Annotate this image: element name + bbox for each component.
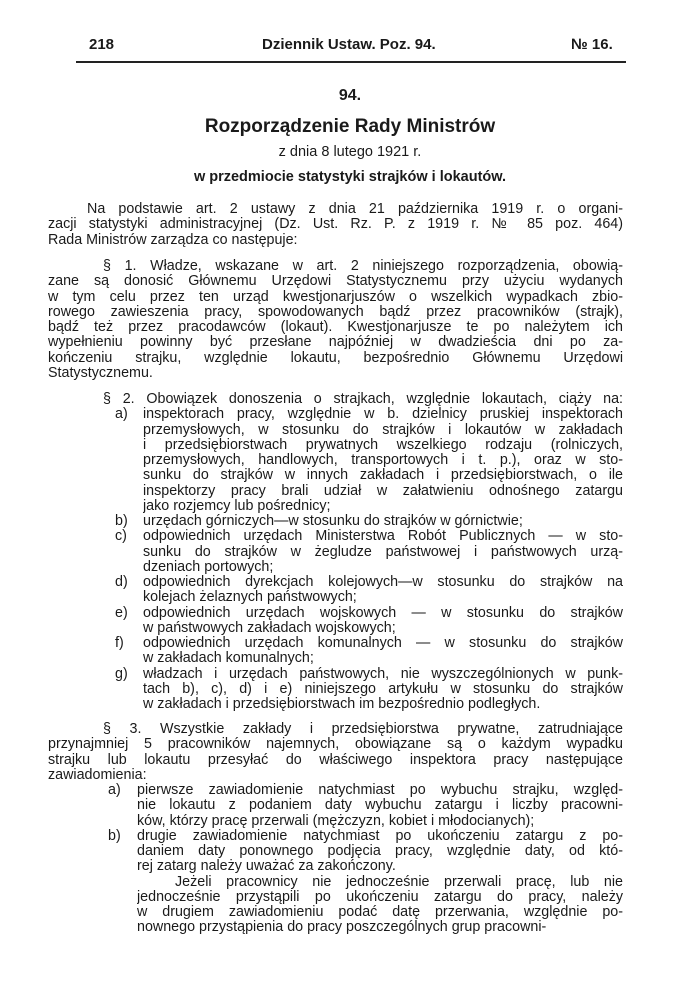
- text-line: odpowiednich urzędach komunalnych — w stosunku do strajków: [143, 636, 623, 651]
- text-line: ków, którzy pracę przerwali (mężczyzn, kobiet i młodocianych);: [137, 813, 535, 829]
- text-line: jednocześnie przystąpili po ukończeniu zatargu do pracy, należy: [137, 889, 623, 905]
- text-line: odpowiednich urzędach Ministerstwa Robót Publicznych — w sto-: [143, 529, 623, 545]
- item-label: a): [115, 406, 128, 423]
- item-label: f): [115, 635, 124, 651]
- section-1: [48, 259, 623, 381]
- act-date: z dnia 8 lutego 1921 r.: [278, 144, 422, 160]
- text-line: zane są donosić Głównemu Urzędowi Statystycznemu przy użyciu wydanych: [48, 274, 623, 290]
- text-line: dzeniach portowych;: [143, 559, 274, 575]
- list-item: [48, 575, 623, 606]
- text-line: tach b), c), d) i e) niniejszego artykułu w stosunku do strajków: [143, 681, 623, 697]
- section-2-lead: § 2. Obowiązek donoszenia o strajkach, względnie lokautach, ciąży na:: [103, 392, 623, 407]
- text-line: Statystycznemu.: [48, 365, 153, 381]
- list-item: [48, 829, 623, 875]
- text-line: w drugiem zawiadomieniu podać datę przerwania, względnie po-: [137, 905, 623, 920]
- item-label: d): [115, 574, 128, 590]
- list-item: [48, 783, 623, 829]
- text-line: § 1. Władze, wskazane w art. 2 niniejszego rozporządzenia, obowią-: [103, 259, 623, 274]
- text-line: daniem daty ponownego podjęcia pracy, względnie daty, od któ-: [137, 844, 623, 859]
- text-line: zawiadomienia:: [48, 767, 147, 783]
- text-line: inspektorach pracy, względnie w b. dzielnicy pruskiej inspektorach: [143, 407, 623, 423]
- list-item: [48, 606, 623, 637]
- text-line: zacji statystyki administracyjnej (Dz. Ust. Rz. P. z 1919 r. № 85 poz. 464): [48, 217, 623, 233]
- list-item: [48, 667, 623, 713]
- section-2: [48, 392, 623, 712]
- text-line: władzach i urzędach państwowych, nie wyszczególnionych w punk-: [143, 666, 623, 682]
- text-line: Na podstawie art. 2 ustawy z dnia 21 października 1919 r. o organi-: [87, 202, 623, 217]
- text-line: wypełnieniu powinny być przesłane najpóźniej w dwadzieścia dni po za-: [48, 335, 623, 351]
- text-line: przynajmniej 5 pracowników najemnych, obowiązane są o każdym wypadku: [48, 737, 623, 753]
- text-line: w zakładach komunalnych;: [143, 651, 314, 667]
- section-3-lead: § 3. Wszystkie zakłady i przedsiębiorstwa prywatne, zatrudniające: [103, 722, 623, 737]
- list-item: [48, 636, 623, 667]
- list-item: [48, 514, 623, 529]
- act-subject: w przedmiocie statystyki strajków i lokautów.: [193, 169, 507, 185]
- text-line: kolejach żelaznych państwowych;: [143, 590, 357, 606]
- item-label: e): [115, 604, 128, 621]
- text-line: sunku do strajków w innych zakładach i przedsiębiorstwach, o ile: [143, 468, 623, 484]
- text-line: strajku lub lokautu przesyłać do właściwego inspektora pracy następujące: [48, 752, 623, 768]
- item-label: a): [108, 782, 121, 798]
- item-label: b): [108, 827, 121, 844]
- text-line: rej zatarg należy uważać za zakończony.: [137, 859, 396, 875]
- text-line: Rada Ministrów zarządza co następuje:: [48, 232, 298, 248]
- list-item: [48, 407, 623, 514]
- act-title: Rozporządzenie Rady Ministrów: [204, 116, 496, 137]
- text-line: odpowiednich dyrekcjach kolejowych—w stosunku do strajków na: [143, 575, 623, 590]
- act-number: 94.: [338, 87, 362, 104]
- text-line: sunku do strajków w żegludze państwowej i państwowych urzą-: [143, 544, 623, 560]
- text-line: jako rozjemcy lub pośrednicy;: [143, 498, 331, 514]
- page-number: 218: [89, 36, 115, 53]
- text-line: inspektorzy pracy brali udział w załatwieniu odnośnego zatargu: [143, 483, 623, 499]
- text-line: w zakładach i przedsiębiorstwach im bezpośrednio podległych.: [143, 697, 541, 712]
- section-3: [48, 722, 623, 936]
- item-label: b): [115, 513, 128, 529]
- text-line: przemysłowych, handlowych, transportowych i t. p.), oraz w sto-: [143, 453, 623, 468]
- preamble: [48, 202, 623, 248]
- list-item: [48, 529, 623, 575]
- text-line: w państwowych zakładach wojskowych;: [143, 620, 396, 636]
- issue-number: № 16.: [571, 36, 613, 53]
- text-line: i przedsiębiorstwach prywatnych wszelkiego rodzaju (rolniczych,: [143, 437, 623, 453]
- text-line: rowego zawieszenia pracy, spowodowanych bądź przez pracowników (strajk),: [48, 304, 623, 320]
- header-rule: [76, 61, 626, 63]
- text-line: bądź też przez pracodawców (lokaut). Kwestjonarjusze te po należytem ich: [48, 320, 623, 335]
- text-line: przemysłowych, w stosunku do strajków i lokautów w zakładach: [143, 422, 623, 438]
- text-line: nie lokautu z podaniem daty wybuchu zatargu i liczby pracowni-: [137, 798, 623, 814]
- text-line: drugie zawiadomienie natychmiast po ukończeniu zatargu z po-: [137, 828, 623, 844]
- item-label: g): [115, 665, 128, 682]
- text-line: nownego przystąpienia do pracy poszczególnych grup pracowni-: [137, 920, 547, 936]
- text-line: kończeniu strajku, względnie lokautu, bezpośrednio Głównemu Urzędowi: [48, 350, 623, 366]
- item-label: c): [115, 528, 127, 545]
- text-line: Jeżeli pracownicy nie jednocześnie przerwali pracę, lub nie: [175, 874, 623, 890]
- running-title: Dziennik Ustaw. Poz. 94.: [262, 36, 436, 53]
- text-line: pierwsze zawiadomienie natychmiast po wybuchu strajku, względ-: [137, 783, 623, 798]
- text-line: w tym celu przez ten urząd kwestjonarjuszów o wszelkich wypadkach zbio-: [48, 289, 623, 305]
- text-line: urzędach górniczych—w stosunku do strajków w górnictwie;: [143, 514, 523, 529]
- text-line: odpowiednich urzędach wojskowych — w stosunku do strajków: [143, 605, 623, 621]
